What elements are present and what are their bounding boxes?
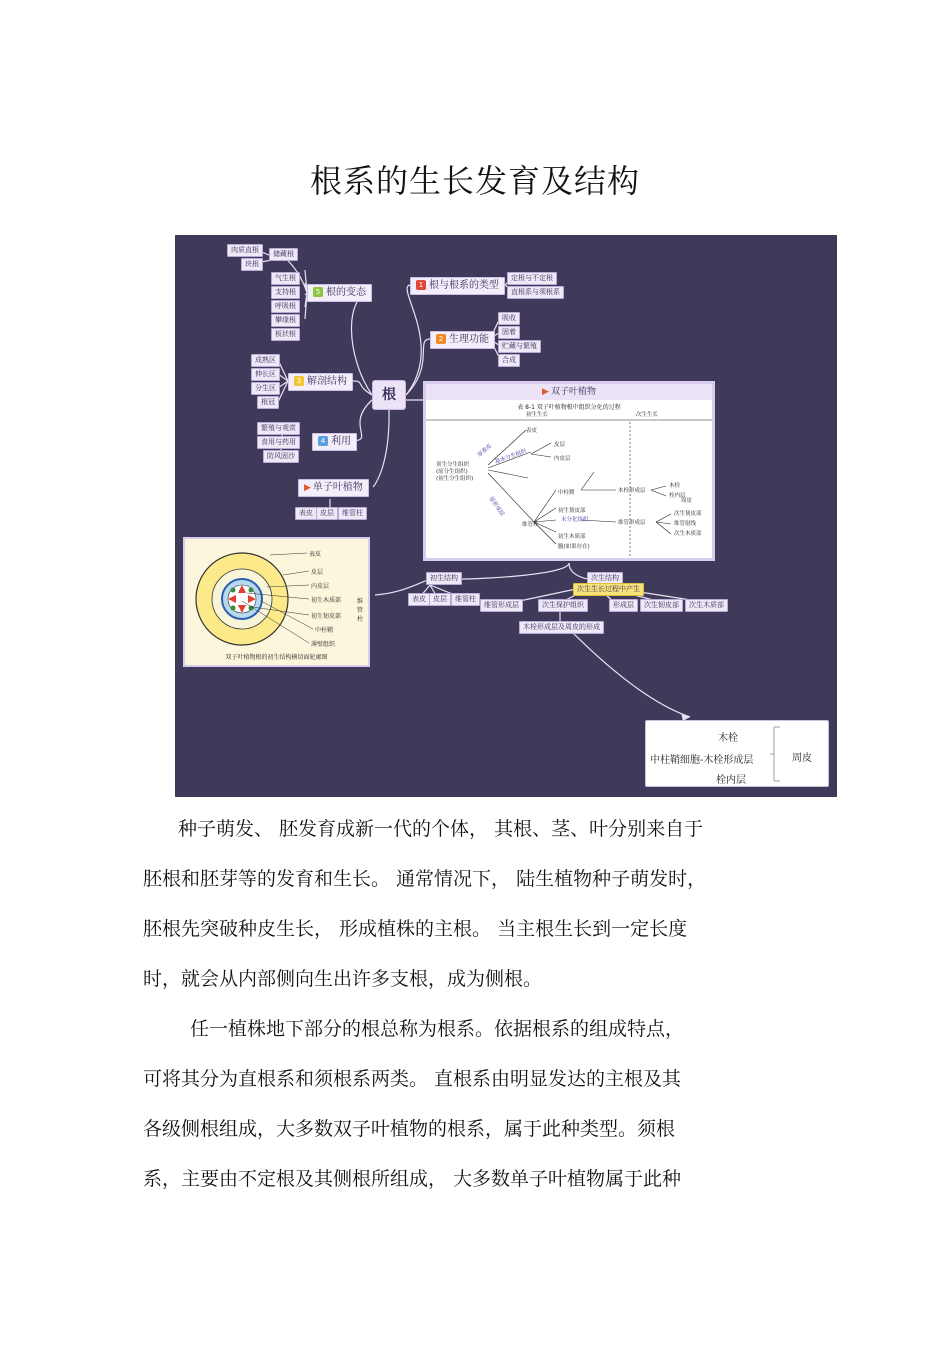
para1-line3: 胚根先突破种皮生长， 形成植株的主根。 当主根生长到一定长度 xyxy=(143,918,688,940)
dicot-panel xyxy=(423,381,715,561)
node-endodermis: 内皮层 xyxy=(554,456,571,462)
mod-buttress: 板状根 xyxy=(271,328,300,341)
anat-meristem: 分生区 xyxy=(251,382,280,395)
ss-cambium: 形成层 xyxy=(609,599,638,612)
ss-secondary-xylem: 次生木质部 xyxy=(685,599,728,612)
num-badge: 2 xyxy=(436,334,446,344)
cs-stele-label: 维管柱 xyxy=(357,598,364,623)
cs-parenchyma: 薄壁组织 xyxy=(311,641,336,648)
cs-cortex: 皮层 xyxy=(311,569,324,576)
node-pericycle: 中柱鞘 xyxy=(558,490,575,496)
branch-modification: 5 根的变态 xyxy=(307,284,372,302)
node-primary-phloem: 初生韧皮部 xyxy=(558,508,586,514)
node-secondary-phloem: 次生韧皮部 xyxy=(674,511,702,517)
cross-section-panel xyxy=(183,537,370,667)
periderm-phelloderm: 栓内层 xyxy=(716,775,746,786)
mindmap-figure xyxy=(175,235,837,797)
types-systems: 直根系与须根系 xyxy=(507,286,564,299)
arrow-icon: ▶ xyxy=(542,387,549,397)
ss-periderm-formation: 木栓形成层及周皮的形成 xyxy=(519,621,604,634)
ps-stele: 维管柱 xyxy=(451,593,480,606)
node-phelloderm: 栓内层 xyxy=(669,493,686,499)
mod-taproot: 肉质直根 xyxy=(227,244,263,257)
table-caption: 表 8-1 双子叶植物根中组织分化的过程 xyxy=(517,404,621,411)
cs-pericycle: 中柱鞘 xyxy=(315,627,334,634)
secondary-process: 次生生长过程中产生 xyxy=(573,583,644,596)
col-primary: 初生生长 xyxy=(526,412,549,418)
ps-epidermis: 表皮 xyxy=(408,593,430,606)
node-secondary-xylem: 次生木质部 xyxy=(674,531,702,537)
cs-endodermis: 内皮层 xyxy=(311,583,330,590)
node-primary-xylem: 初生木质部 xyxy=(558,534,586,540)
ss-protective: 次生保护组织 xyxy=(538,599,588,612)
para2-line2: 可将其分为直根系和须根系两类。 直根系由明显发达的主根及其 xyxy=(143,1068,682,1090)
primary-structure: 初生结构 xyxy=(426,572,462,585)
mod-tuber: 块根 xyxy=(241,258,263,271)
anat-mature: 成熟区 xyxy=(251,354,280,367)
anat-elongation: 伸长区 xyxy=(251,368,280,381)
para2-line4: 系，主要由不定根及其侧根所组成， 大多数单子叶植物属于此种 xyxy=(143,1168,682,1190)
blue-protoderm: 原表皮 xyxy=(476,443,494,459)
blue-undiff: 未分化组织 xyxy=(561,517,589,523)
para2-line1: 任一植株地下部分的根总称为根系。依据根系的组成特点， xyxy=(190,1018,685,1040)
node-epidermis: 表皮 xyxy=(526,428,538,434)
num-badge: 1 xyxy=(416,280,426,290)
node-cork-cambium: 木栓形成层 xyxy=(618,488,646,494)
blue-procambium: 原形成层 xyxy=(487,495,505,518)
secondary-structure: 次生结构 xyxy=(587,572,623,585)
num-badge: 3 xyxy=(294,376,304,386)
node-cortex: 皮层 xyxy=(554,442,566,448)
branch-use: 4 利用 xyxy=(312,433,357,451)
fn-anchor: 固着 xyxy=(498,326,520,339)
col-secondary: 次生生长 xyxy=(636,412,659,418)
node-pith: 髓(如果存在) xyxy=(558,544,590,550)
anat-cap: 根冠 xyxy=(257,396,279,409)
use-sand: 防风固沙 xyxy=(263,450,299,463)
num-badge: 4 xyxy=(318,436,328,446)
branch-anatomy: 3 解剖结构 xyxy=(288,373,353,391)
dicot-heading: ▶ 双子叶植物 xyxy=(426,384,712,400)
mono-cortex: 皮层 xyxy=(316,507,338,520)
mod-climbing: 攀缘根 xyxy=(271,314,300,327)
ss-vascular-cambium: 维管形成层 xyxy=(480,599,523,612)
types-fixed: 定根与不定根 xyxy=(507,272,557,285)
branch-types: 1 根与根系的类型 xyxy=(410,277,505,295)
para2-line3: 各级侧根组成，大多数双子叶植物的根系，属于此种类型。须根 xyxy=(143,1118,676,1140)
use-food: 食用与药用 xyxy=(257,436,300,449)
para1-line2: 胚根和胚芽等的发育和生长。 通常情况下， 陆生植物种子萌发时， xyxy=(143,868,707,890)
node-promeristem: (原分生组织) xyxy=(436,469,468,475)
mono-stele: 维管柱 xyxy=(338,507,367,520)
ps-cortex: 皮层 xyxy=(429,593,451,606)
node-vascular-ray: 维管射线 xyxy=(674,521,697,527)
cs-caption: 双子叶植物根的初生结构横切面轮廓图 xyxy=(225,654,328,661)
root-node: 根 xyxy=(372,380,406,410)
node-periderm: 周皮 xyxy=(681,498,693,504)
periderm-middle: 中柱鞘细胞-木栓形成层 xyxy=(650,755,754,766)
num-badge: 5 xyxy=(313,287,323,297)
periderm-result: 周皮 xyxy=(792,753,812,764)
node-apical: 顶生分生组织 xyxy=(436,462,470,468)
mod-storage: 储藏根 xyxy=(269,248,298,261)
node-stele: 维管柱 xyxy=(522,522,539,528)
page-title: 根系的生长发育及结构 xyxy=(309,162,640,200)
cs-epidermis: 表皮 xyxy=(309,551,322,558)
periderm-cork: 木栓 xyxy=(718,733,738,744)
branch-function: 2 生理功能 xyxy=(430,331,495,349)
use-breeding: 繁殖与观赏 xyxy=(257,422,300,435)
fn-store: 贮藏与繁殖 xyxy=(498,340,541,353)
cs-primary-xylem: 初生木质部 xyxy=(311,597,342,604)
ss-secondary-phloem: 次生韧皮部 xyxy=(640,599,683,612)
fn-synth: 合成 xyxy=(498,354,520,367)
para1-line1: 种子萌发、 胚发育成新一代的个体， 其根、茎、叶分别来自于 xyxy=(178,818,704,840)
fn-absorb: 吸收 xyxy=(498,312,520,325)
mod-aerial: 气生根 xyxy=(271,272,300,285)
mod-respiration: 呼吸根 xyxy=(271,300,300,313)
blue-ground: 基本分生组织 xyxy=(494,448,528,466)
arrow-icon: ▶ xyxy=(304,483,311,493)
branch-monocot: ▶ 单子叶植物 xyxy=(298,479,369,497)
para1-line4: 时，就会从内部侧向生出许多支根，成为侧根。 xyxy=(143,968,543,990)
node-vascular-cambium: 维管形成层 xyxy=(618,520,646,526)
node-cork: 木栓 xyxy=(669,483,681,489)
mono-epidermis: 表皮 xyxy=(295,507,317,520)
cs-primary-phloem: 初生韧皮部 xyxy=(311,613,342,620)
periderm-panel xyxy=(645,720,829,787)
mod-support: 支持根 xyxy=(271,286,300,299)
node-primary-meristem: (初生分生组织) xyxy=(436,476,474,482)
